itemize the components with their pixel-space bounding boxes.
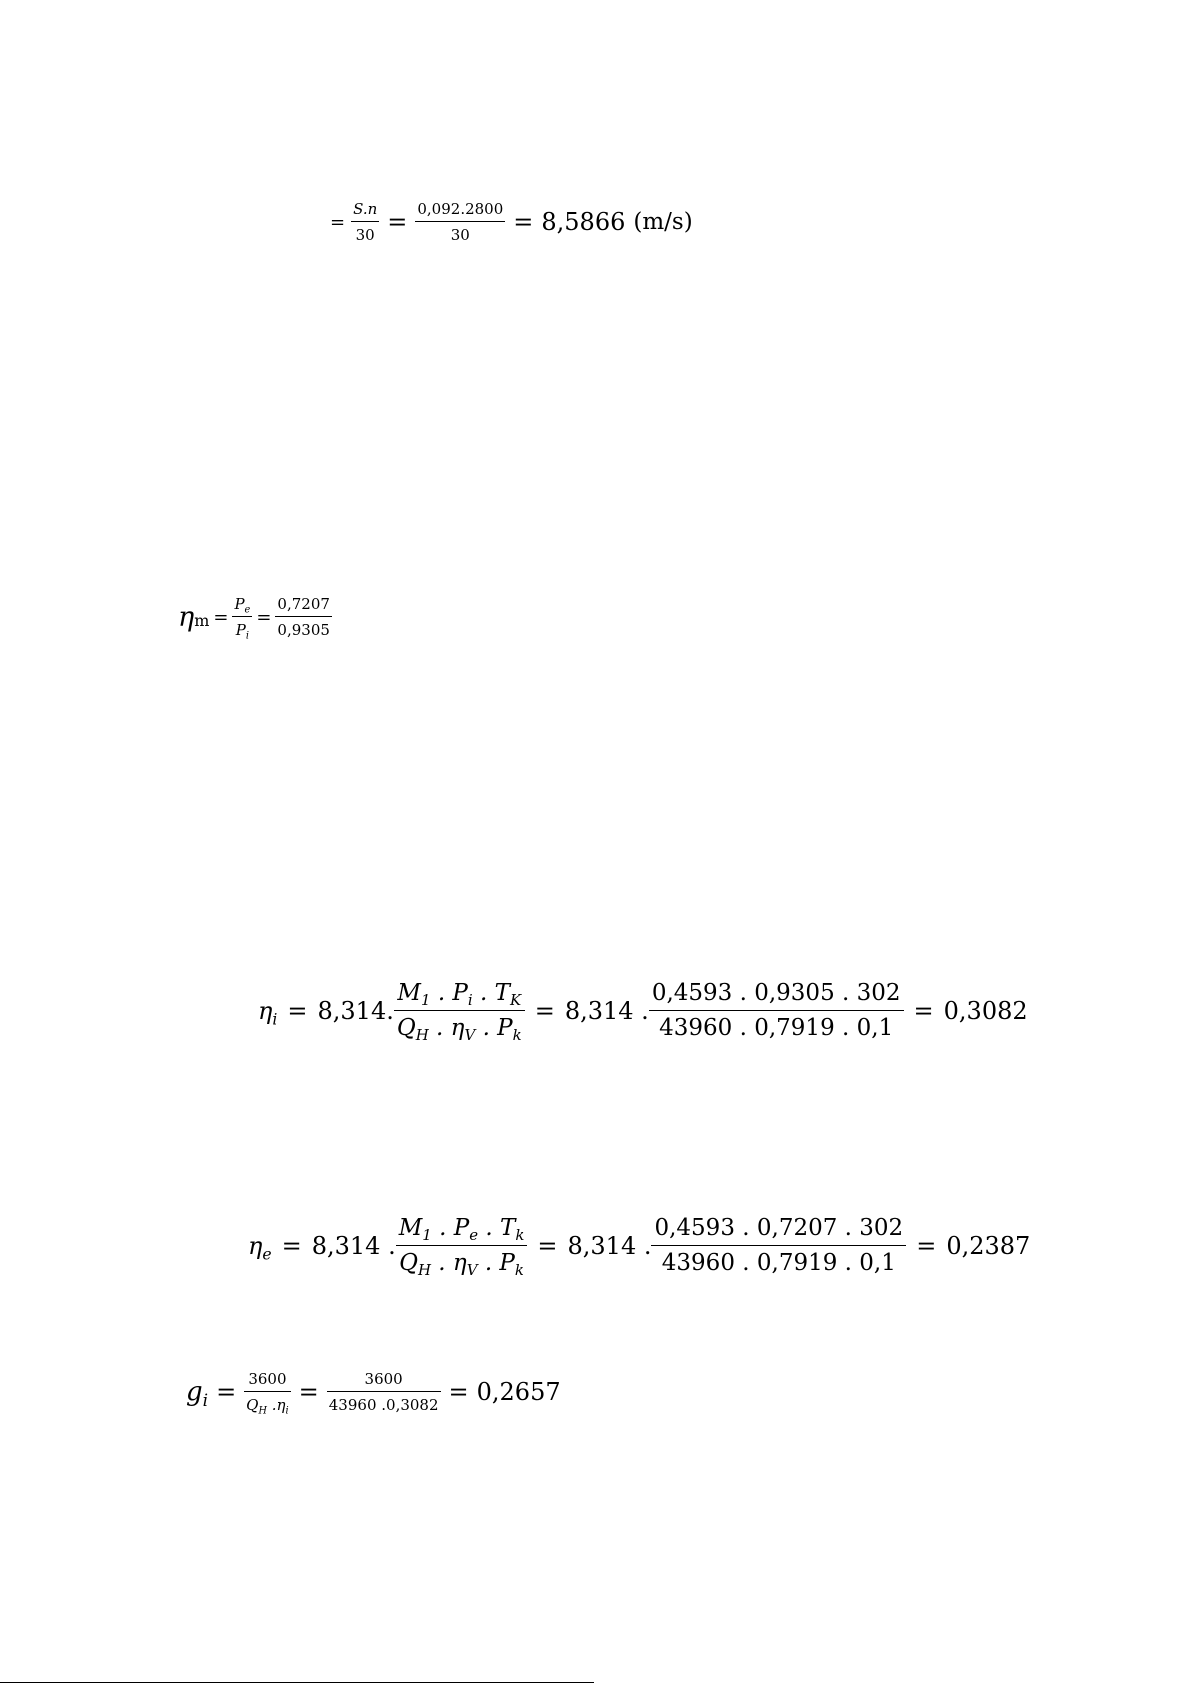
numerator: 3600: [364, 1370, 403, 1388]
footnote-separator: [0, 1682, 594, 1683]
fraction-values: [275, 595, 332, 639]
equals-sign: =: [534, 996, 555, 1025]
numerator: S.n: [353, 200, 378, 218]
equals-sign: =: [216, 1378, 237, 1406]
eta-symbol: ηm: [178, 601, 210, 633]
equals-sign: =: [213, 606, 229, 628]
equals-sign: =: [287, 996, 308, 1025]
unit-label: (m/s): [633, 209, 693, 235]
fraction-symbolic: [394, 980, 525, 1045]
numerator: $M_1$ . $P_e$ . $T_k$: [398, 1215, 525, 1245]
result-value: 0,2657: [476, 1378, 561, 1406]
equals-sign: =: [448, 1378, 469, 1406]
fraction-3600-over-qh-eta: [244, 1370, 290, 1417]
numerator: 0,7207: [277, 595, 330, 613]
coefficient: 8,314 .: [311, 1231, 396, 1260]
denominator: 43960 .0,3082: [328, 1396, 439, 1414]
fraction-symbolic: [396, 1215, 528, 1280]
equals-sign: =: [330, 211, 346, 233]
equation-specific-consumption: [186, 1370, 561, 1417]
denominator: $Q_H$ . $\eta_V$ . $P_k$: [396, 1015, 522, 1045]
fraction-values: [327, 1370, 441, 1414]
eta-symbol: $\eta_i$: [258, 996, 278, 1028]
coefficient: 8,314 .: [564, 996, 649, 1025]
coefficient: 8,314.: [317, 996, 394, 1025]
denominator: 43960 . 0,7919 . 0,1: [661, 1250, 896, 1276]
equals-sign: =: [256, 606, 272, 628]
numerator: $P_e$: [234, 595, 251, 616]
equals-sign: =: [916, 1231, 937, 1260]
equals-sign: =: [298, 1378, 319, 1406]
equals-sign: =: [913, 996, 934, 1025]
denominator: $Q_H$ $.\eta_i$: [246, 1396, 289, 1417]
numerator: 3600: [248, 1370, 287, 1388]
denominator: 30: [355, 226, 375, 244]
denominator: 43960 . 0,7919 . 0,1: [659, 1015, 894, 1041]
g-symbol: $g_i$: [186, 1377, 209, 1410]
result-value: 0,2387: [946, 1231, 1031, 1260]
equals-sign: =: [281, 1231, 302, 1260]
denominator: 0,9305: [277, 621, 330, 639]
equals-sign: =: [537, 1231, 558, 1260]
fraction-values: [649, 980, 904, 1041]
result-value: 8,5866: [541, 208, 626, 236]
equals-sign: =: [387, 208, 408, 236]
coefficient: 8,314 .: [567, 1231, 652, 1260]
numerator: 0,092.2800: [417, 200, 504, 218]
fraction-values: [651, 1215, 906, 1276]
fraction-values: [415, 200, 505, 244]
equation-effective-efficiency: [248, 1215, 1031, 1280]
numerator: $M_1$ . $P_i$ . $T_K$: [397, 980, 522, 1010]
equals-sign: =: [513, 208, 534, 236]
fraction-sn-over-30: [351, 200, 379, 244]
equation-piston-speed: [330, 200, 693, 244]
numerator: 0,4593 . 0,7207 . 302: [654, 1215, 904, 1241]
denominator: $Q_H$ . $\eta_V$ . $P_k$: [399, 1250, 524, 1280]
eta-symbol: $\eta_e$: [248, 1231, 272, 1263]
numerator: 0,4593 . 0,9305 . 302: [651, 980, 901, 1006]
fraction-pe-over-pi: [232, 595, 252, 642]
equation-indicated-efficiency: [258, 980, 1028, 1045]
result-value: 0,3082: [943, 996, 1028, 1025]
equation-mechanical-efficiency: [178, 595, 332, 642]
denominator: $P_i$: [235, 621, 249, 642]
denominator: 30: [450, 226, 470, 244]
